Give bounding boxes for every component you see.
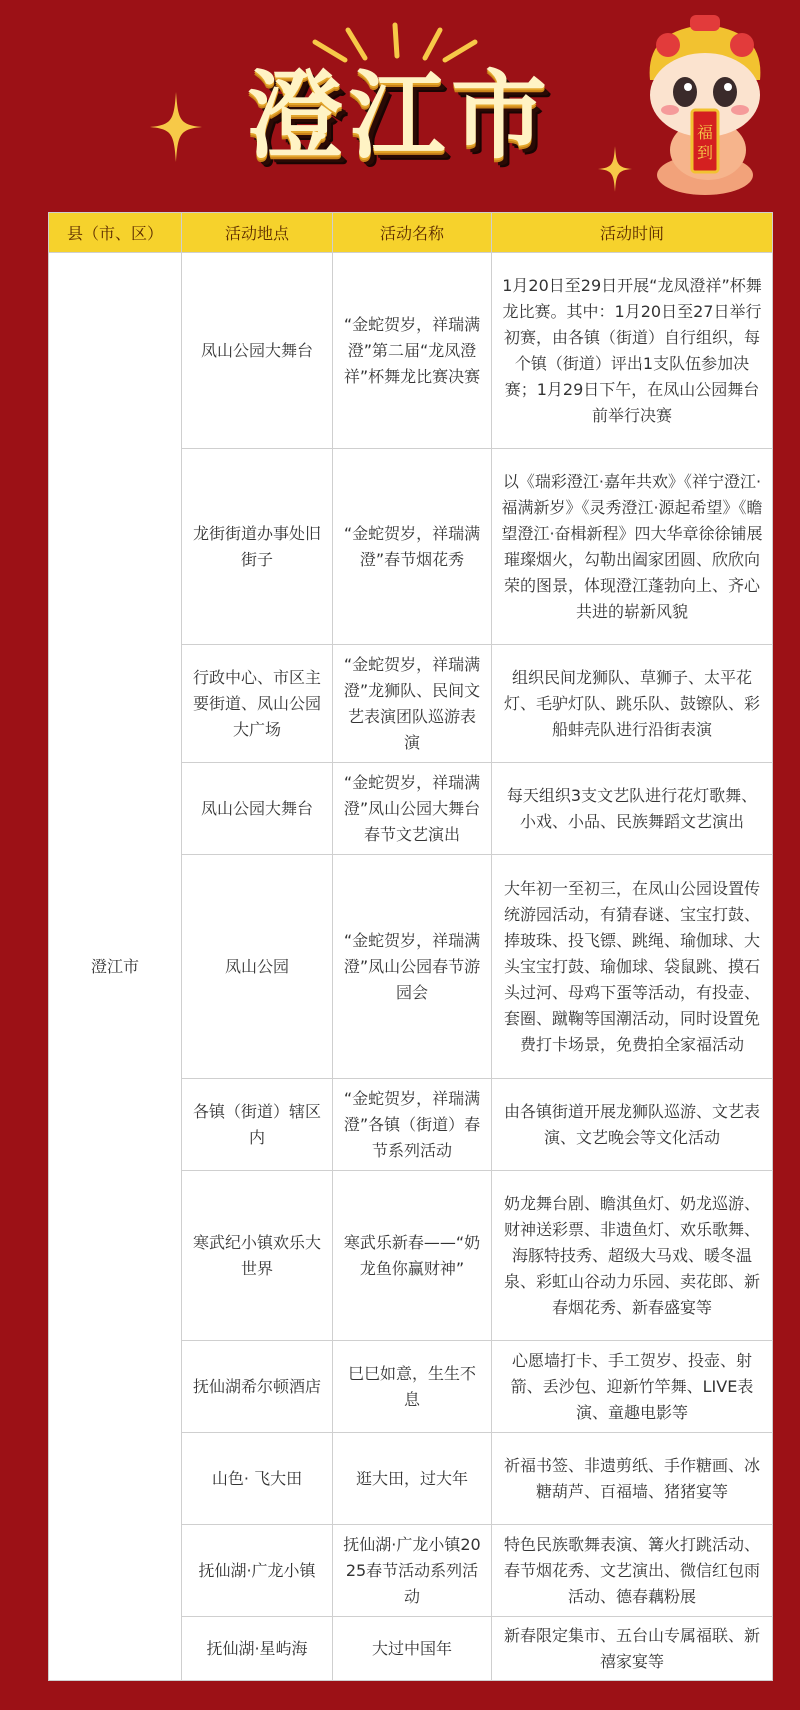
location-cell: 龙街街道办事处旧街子 [182, 449, 333, 645]
location-cell: 行政中心、市区主要街道、凤山公园大广场 [182, 645, 333, 763]
activity-time-cell: 心愿墙打卡、手工贺岁、投壶、射箭、丢沙包、迎新竹竿舞、LIVE表演、童趣电影等 [492, 1341, 773, 1433]
activity-name-cell: 抚仙湖·广龙小镇2025春节活动系列活动 [333, 1525, 492, 1617]
county-cell: 澄江市 [49, 253, 182, 1681]
location-cell: 抚仙湖·广龙小镇 [182, 1525, 333, 1617]
page-title: 澄江市 [247, 60, 553, 172]
activity-name-cell: 逛大田，过大年 [333, 1433, 492, 1525]
activity-time-cell: 以《瑞彩澄江·嘉年共欢》《祥宁澄江·福满新岁》《灵秀澄江·源起希望》《瞻望澄江·奋楫新程》四大华章徐徐铺展璀璨烟火，勾勒出阖家团圆、欣欣向荣的图景，体现澄江蓬勃向上、齐心共进的崭新风貌 [492, 449, 773, 645]
activity-name-cell: 巳巳如意，生生不息 [333, 1341, 492, 1433]
page-header [0, 0, 800, 210]
header-county: 县（市、区） [49, 213, 182, 253]
location-cell: 抚仙湖·星屿海 [182, 1617, 333, 1681]
activity-name-cell: “金蛇贺岁，祥瑞满澄”春节烟花秀 [333, 449, 492, 645]
activity-name-cell: “金蛇贺岁，祥瑞满澄”各镇（街道）春节系列活动 [333, 1079, 492, 1171]
location-cell: 抚仙湖希尔顿酒店 [182, 1341, 333, 1433]
location-cell: 凤山公园大舞台 [182, 763, 333, 855]
activity-time-cell: 1月20日至29日开展“龙凤澄祥”杯舞龙比赛。其中：1月20日至27日举行初赛，由各镇（街道）自行组织，每个镇（街道）评出1支队伍参加决赛；1月29日下午，在凤山公园舞台前举行决赛 [492, 253, 773, 449]
activity-name-cell: “金蛇贺岁，祥瑞满澄”凤山公园春节游园会 [333, 855, 492, 1079]
activity-time-cell: 特色民族歌舞表演、篝火打跳活动、春节烟花秀、文艺演出、微信红包雨活动、德春藕粉展 [492, 1525, 773, 1617]
activity-name-cell: “金蛇贺岁，祥瑞满澄”龙狮队、民间文艺表演团队巡游表演 [333, 645, 492, 763]
activity-table [48, 212, 773, 1681]
activity-time-cell: 奶龙舞台剧、瞻淇鱼灯、奶龙巡游、财神送彩票、非遗鱼灯、欢乐歌舞、海豚特技秀、超级大马戏、暖冬温泉、彩虹山谷动力乐园、卖花郎、新春烟花秀、新春盛宴等 [492, 1171, 773, 1341]
location-cell: 山色· 飞大田 [182, 1433, 333, 1525]
activity-time-cell: 祈福书签、非遗剪纸、手作糖画、冰糖葫芦、百福墙、猪猪宴等 [492, 1433, 773, 1525]
header-time: 活动时间 [492, 213, 773, 253]
activity-time-cell: 每天组织3支文艺队进行花灯歌舞、小戏、小品、民族舞蹈文艺演出 [492, 763, 773, 855]
activity-name-cell: 大过中国年 [333, 1617, 492, 1681]
location-cell: 寒武纪小镇欢乐大世界 [182, 1171, 333, 1341]
activity-time-cell: 组织民间龙狮队、草狮子、太平花灯、毛驴灯队、跳乐队、鼓镲队、彩船蚌壳队进行沿街表演 [492, 645, 773, 763]
table-body [49, 253, 773, 1681]
activity-table-container [48, 212, 772, 1681]
activity-time-cell: 新春限定集市、五台山专属福联、新禧家宴等 [492, 1617, 773, 1681]
mascot-sign-text: 福到 [696, 123, 714, 162]
header-location: 活动地点 [182, 213, 333, 253]
table-header-row [49, 213, 773, 253]
table-row [49, 253, 773, 449]
location-cell: 各镇（街道）辖区内 [182, 1079, 333, 1171]
dragon-mascot-icon [630, 10, 780, 200]
activity-name-cell: 寒武乐新春——“奶龙鱼你赢财神” [333, 1171, 492, 1341]
activity-time-cell: 由各镇街道开展龙狮队巡游、文艺表演、文艺晚会等文化活动 [492, 1079, 773, 1171]
header-name: 活动名称 [333, 213, 492, 253]
location-cell: 凤山公园大舞台 [182, 253, 333, 449]
location-cell: 凤山公园 [182, 855, 333, 1079]
activity-name-cell: “金蛇贺岁，祥瑞满澄”凤山公园大舞台春节文艺演出 [333, 763, 492, 855]
activity-time-cell: 大年初一至初三，在凤山公园设置传统游园活动，有猜春谜、宝宝打鼓、捧玻珠、投飞镖、跳绳、瑜伽球、大头宝宝打鼓、瑜伽球、袋鼠跳、摸石头过河、母鸡下蛋等活动，有投壶、套圈、蹴鞠等国潮活动，同时设置免费打卡场景，免费拍全家福活动 [492, 855, 773, 1079]
activity-name-cell: “金蛇贺岁，祥瑞满澄”第二届“龙凤澄祥”杯舞龙比赛决赛 [333, 253, 492, 449]
